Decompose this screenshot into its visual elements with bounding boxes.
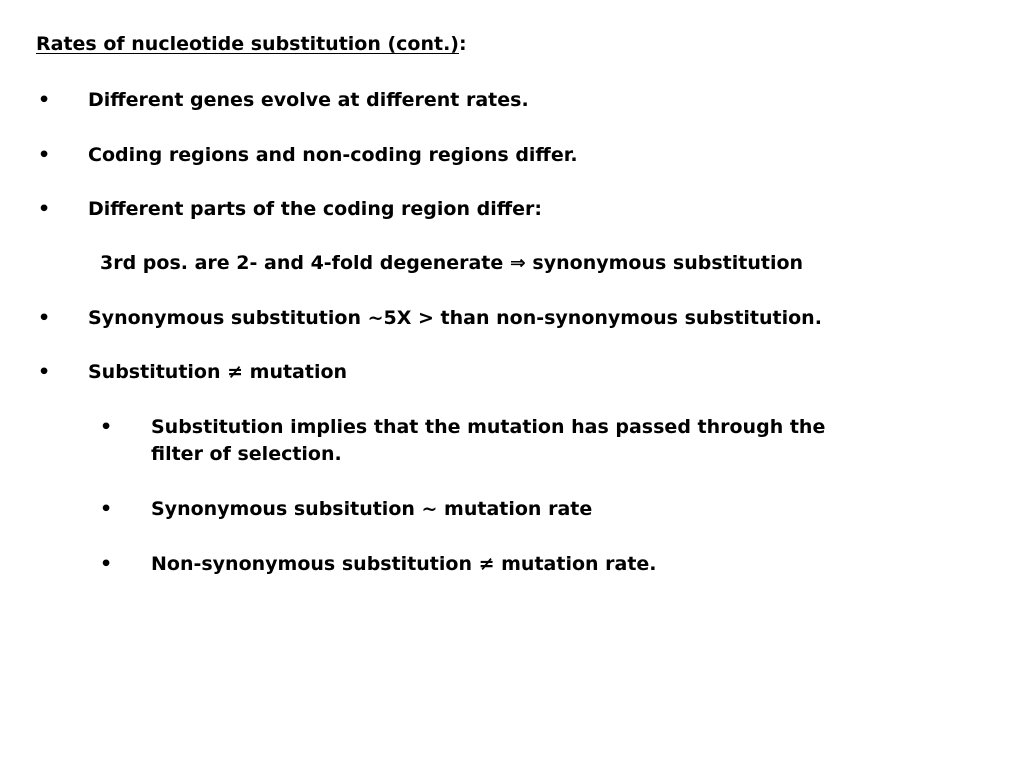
sub-bullet-text-line2: filter of selection. <box>151 443 342 465</box>
bullet-marker: • <box>38 89 51 111</box>
slide-title-colon: : <box>459 33 467 55</box>
bullet-text: Synonymous substitution ~5X > than non-synonymous substitution. <box>88 307 822 329</box>
bullet-marker: • <box>38 361 51 383</box>
bullet-text: Coding regions and non-coding regions differ. <box>88 144 578 166</box>
slide-title <box>36 33 467 55</box>
bullet-text: Substitution ≠ mutation <box>88 361 348 383</box>
bullet-marker: • <box>100 553 113 575</box>
slide-title-text: Rates of nucleotide substitution (cont.) <box>36 33 459 55</box>
bullet-marker: • <box>38 144 51 166</box>
sub-text-degenerate: 3rd pos. are 2- and 4-fold degenerate ⇒ synonymous substitution <box>100 252 804 274</box>
bullet-marker: • <box>100 416 113 438</box>
sub-bullet-text-line1: Substitution implies that the mutation has passed through the <box>151 416 826 438</box>
sub-bullet-text: Synonymous subsitution ~ mutation rate <box>151 498 593 520</box>
bullet-marker: • <box>100 498 113 520</box>
sub-bullet-text: Non-synonymous substitution ≠ mutation rate. <box>151 553 657 575</box>
bullet-marker: • <box>38 198 51 220</box>
bullet-marker: • <box>38 307 51 329</box>
bullet-text: Different genes evolve at different rates. <box>88 89 529 111</box>
bullet-text: Different parts of the coding region differ: <box>88 198 542 220</box>
